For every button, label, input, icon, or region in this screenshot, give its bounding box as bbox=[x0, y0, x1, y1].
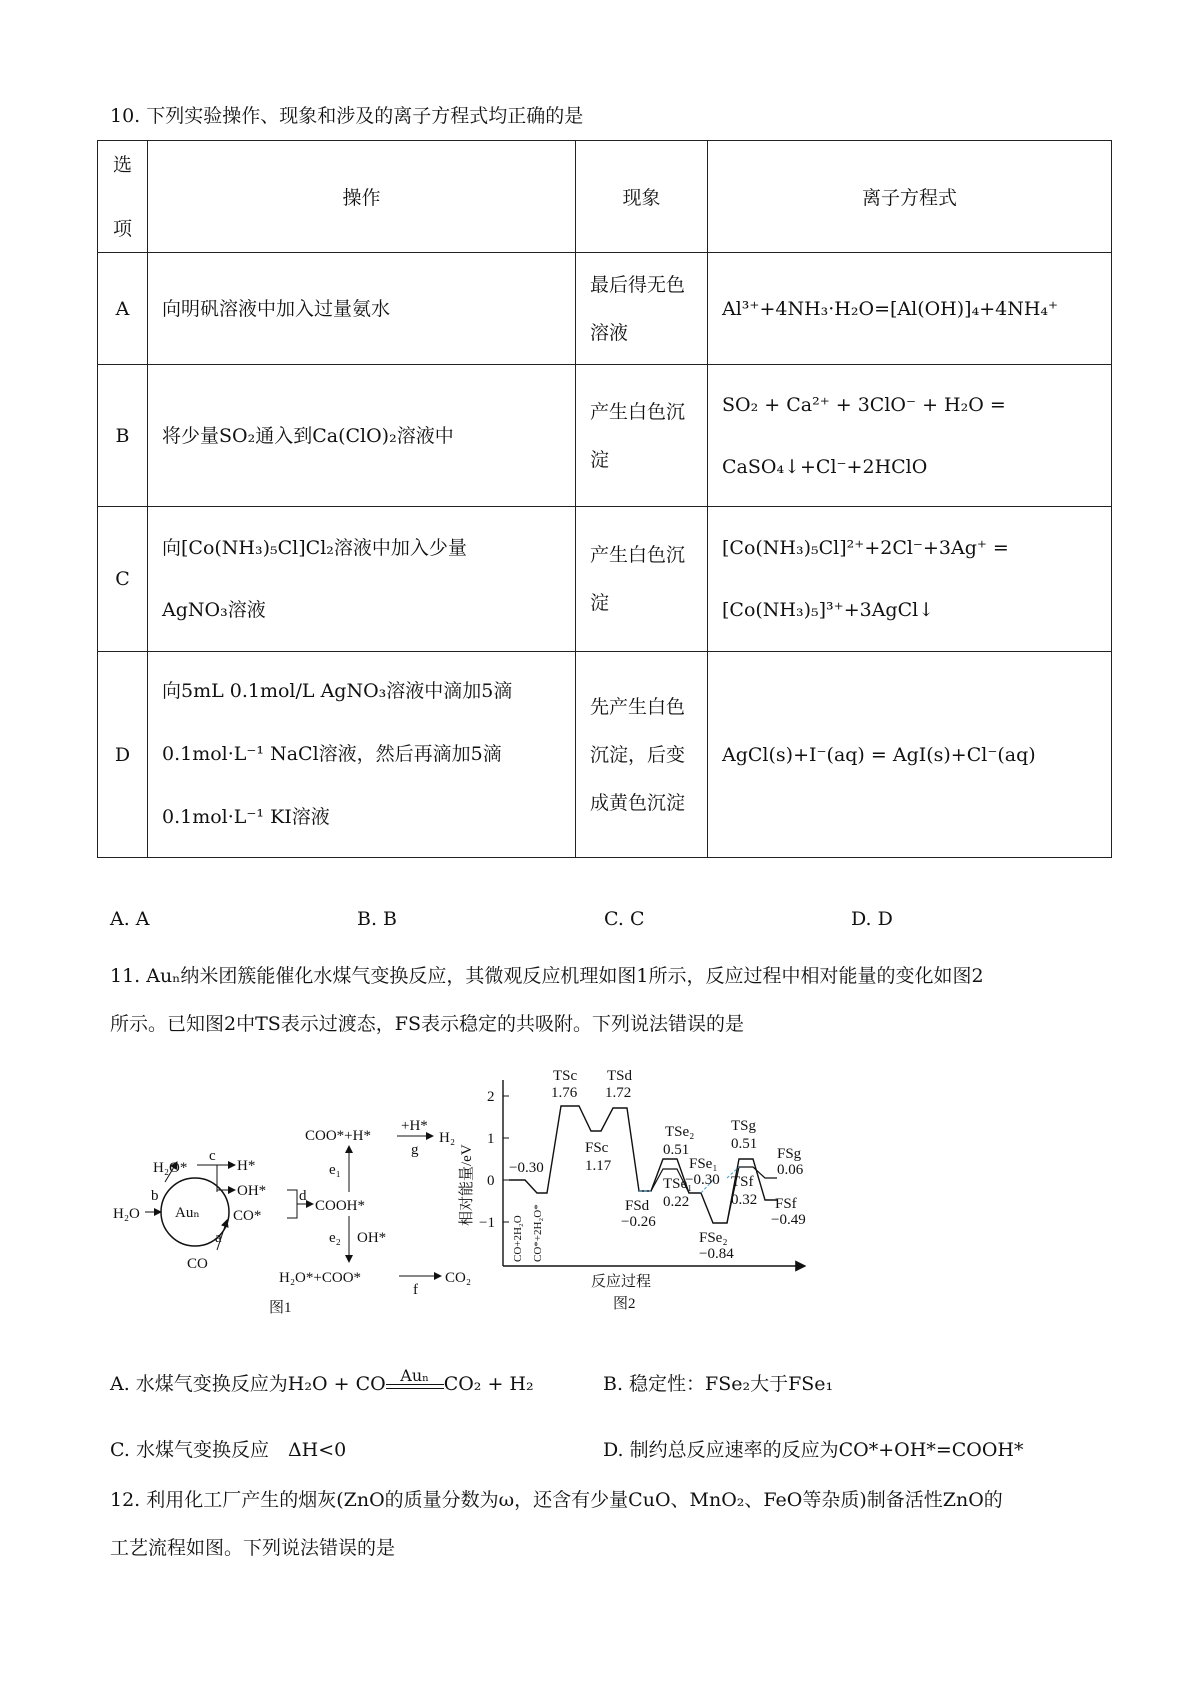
point-name: TSe₁ bbox=[663, 1176, 693, 1192]
point-value: 0.22 bbox=[663, 1194, 690, 1210]
q12-stem-line1: 12. 利用化工厂产生的烟灰(ZnO的质量分数为ω，还含有少量CuO、MnO₂、FeO等杂质)制备活性ZnO的 bbox=[110, 1489, 1003, 1511]
step-c: c bbox=[209, 1148, 216, 1164]
row-operation: 向[Co(NH₃)₅Cl]Cl₂溶液中加入少量 AgNO₃溶液 bbox=[148, 507, 576, 652]
header-operation: 操作 bbox=[148, 141, 576, 253]
table-row bbox=[98, 507, 1112, 652]
point-name: FSg bbox=[777, 1146, 802, 1162]
ytick-1: 1 bbox=[487, 1131, 495, 1147]
point-name: FSd bbox=[625, 1198, 650, 1214]
table-row bbox=[98, 365, 1112, 507]
figure-1-mechanism bbox=[113, 1118, 471, 1316]
point-value: 0.32 bbox=[731, 1192, 758, 1208]
step-f: f bbox=[413, 1282, 418, 1298]
q11-stem-line1: 11. Auₙ纳米团簇能催化水煤气变换反应，其微观反应机理如图1所示，反应过程中相对能量的变化如图2 bbox=[110, 965, 984, 987]
row-equation: AgCl(s)+I⁻(aq) = AgI(s)+Cl⁻(aq) bbox=[708, 652, 1112, 858]
q11-option-a: A. 水煤气变换反应为H₂O + CO Auₙ CO₂ + H₂ bbox=[110, 1370, 534, 1398]
h2-label: H₂ bbox=[439, 1130, 456, 1146]
row-operation: 向明矾溶液中加入过量氨水 bbox=[148, 253, 576, 365]
coo-h-label: COO*+H* bbox=[305, 1128, 371, 1144]
co-label: CO bbox=[187, 1256, 208, 1272]
ytick-0: 0 bbox=[487, 1173, 495, 1189]
figure-2-energy-profile bbox=[458, 1068, 806, 1312]
h-star-label: H* bbox=[237, 1158, 256, 1174]
point-name: TSg bbox=[731, 1118, 757, 1134]
fig1-caption: 图1 bbox=[269, 1300, 292, 1316]
step-e2: e₂ bbox=[329, 1230, 341, 1246]
fig2-caption: 图2 bbox=[613, 1296, 636, 1312]
row-label: C bbox=[98, 507, 148, 652]
row-operation: 将少量SO₂通入到Ca(ClO)₂溶液中 bbox=[148, 365, 576, 507]
q10-table bbox=[97, 140, 1112, 858]
q10-choice-c: C. C bbox=[604, 908, 645, 930]
header-option: 选 项 bbox=[98, 141, 148, 253]
header-equation: 离子方程式 bbox=[708, 141, 1112, 253]
row-phenomenon: 最后得无色 溶液 bbox=[576, 253, 708, 365]
row-label: D bbox=[98, 652, 148, 858]
table-header-row bbox=[98, 141, 1112, 253]
table-row bbox=[98, 652, 1112, 858]
q11-option-d: D. 制约总反应速率的反应为CO*+OH*=COOH* bbox=[603, 1439, 1024, 1461]
point-value: 0.06 bbox=[777, 1162, 804, 1178]
point-value: 0.51 bbox=[731, 1136, 758, 1152]
row-label: B bbox=[98, 365, 148, 507]
start-label-2: CO*+2H₂O* bbox=[532, 1204, 544, 1262]
point-value: 1.72 bbox=[605, 1085, 632, 1101]
step-b: b bbox=[151, 1188, 159, 1204]
co2-label: CO₂ bbox=[445, 1270, 472, 1286]
fig2-ylabel: 相对能量/eV bbox=[459, 1144, 475, 1226]
row-equation: SO₂ + Ca²⁺ + 3ClO⁻ + H₂O = CaSO₄↓+Cl⁻+2HClO bbox=[708, 365, 1112, 507]
header-phenomenon: 现象 bbox=[576, 141, 708, 253]
catalyst-over-arrow: Auₙ bbox=[400, 1366, 430, 1385]
h2o-coo-label: H₂O*+COO* bbox=[279, 1270, 362, 1286]
point-name: TSd bbox=[607, 1068, 633, 1084]
row-label: A bbox=[98, 253, 148, 365]
point-value: 1.76 bbox=[551, 1085, 578, 1101]
catalyst-label: Auₙ bbox=[175, 1205, 200, 1221]
point-value: −0.30 bbox=[685, 1172, 720, 1188]
point-name: TSe₂ bbox=[665, 1124, 695, 1140]
q11-option-c: C. 水煤气变换反应 ΔH<0 bbox=[110, 1439, 347, 1461]
point-name: FSf bbox=[775, 1196, 797, 1212]
q11-stem-line2: 所示。已知图2中TS表示过渡态，FS表示稳定的共吸附。下列说法错误的是 bbox=[110, 1013, 744, 1035]
step-d: d bbox=[299, 1188, 307, 1204]
point-value: 1.17 bbox=[585, 1158, 612, 1174]
q12-stem-line2: 工艺流程如图。下列说法错误的是 bbox=[110, 1537, 396, 1559]
q11-option-b: B. 稳定性：FSe₂大于FSe₁ bbox=[603, 1373, 834, 1395]
q10-choice-b: B. B bbox=[357, 908, 398, 930]
point-value: −0.84 bbox=[699, 1246, 734, 1262]
step-a: a bbox=[215, 1230, 222, 1246]
point-value: −0.30 bbox=[509, 1160, 544, 1176]
row-equation: [Co(NH₃)₅Cl]²⁺+2Cl⁻+3Ag⁺ = [Co(NH₃)₅]³⁺+3AgCl↓ bbox=[708, 507, 1112, 652]
point-name: FSe₁ bbox=[689, 1156, 718, 1172]
point-value: −0.49 bbox=[771, 1212, 806, 1228]
step-e1: e₁ bbox=[329, 1162, 341, 1178]
row-phenomenon: 产生白色沉 淀 bbox=[576, 507, 708, 652]
q10-choice-d: D. D bbox=[851, 908, 893, 930]
h2o-star-label: H₂O* bbox=[153, 1160, 188, 1176]
row-phenomenon: 产生白色沉 淀 bbox=[576, 365, 708, 507]
row-equation: Al³⁺+4NH₃·H₂O=[Al(OH)]₄+4NH₄⁺ bbox=[708, 253, 1112, 365]
point-name: FSe₂ bbox=[699, 1230, 728, 1246]
q10-choice-a: A. A bbox=[110, 908, 150, 930]
row-operation: 向5mL 0.1mol/L AgNO₃溶液中滴加5滴 0.1mol·L⁻¹ NaCl溶液，然后再滴加5滴 0.1mol·L⁻¹ KI溶液 bbox=[148, 652, 576, 858]
q11-figures bbox=[105, 1060, 895, 1320]
table-row bbox=[98, 253, 1112, 365]
h2o-label: H₂O bbox=[113, 1206, 140, 1222]
ytick-neg1: −1 bbox=[479, 1215, 495, 1231]
ytick-2: 2 bbox=[487, 1089, 495, 1105]
start-label-1: CO+2H₂O bbox=[512, 1215, 524, 1262]
point-name: FSc bbox=[585, 1140, 609, 1156]
oh-star-2-label: OH* bbox=[357, 1230, 387, 1246]
point-name: TSf bbox=[731, 1174, 754, 1190]
q10-stem: 10. 下列实验操作、现象和涉及的离子方程式均正确的是 bbox=[110, 105, 584, 127]
fig2-xlabel: 反应过程 bbox=[591, 1274, 652, 1290]
point-value: −0.26 bbox=[621, 1214, 656, 1230]
step-g: g bbox=[411, 1142, 419, 1158]
point-value: 0.51 bbox=[663, 1142, 690, 1158]
co-star-label: CO* bbox=[233, 1208, 262, 1224]
row-phenomenon: 先产生白色 沉淀，后变 成黄色沉淀 bbox=[576, 652, 708, 858]
point-name: TSc bbox=[553, 1068, 578, 1084]
cooh-star-label: COOH* bbox=[315, 1198, 366, 1214]
oh-star-label: OH* bbox=[237, 1183, 267, 1199]
plus-h-label: +H* bbox=[401, 1118, 428, 1134]
